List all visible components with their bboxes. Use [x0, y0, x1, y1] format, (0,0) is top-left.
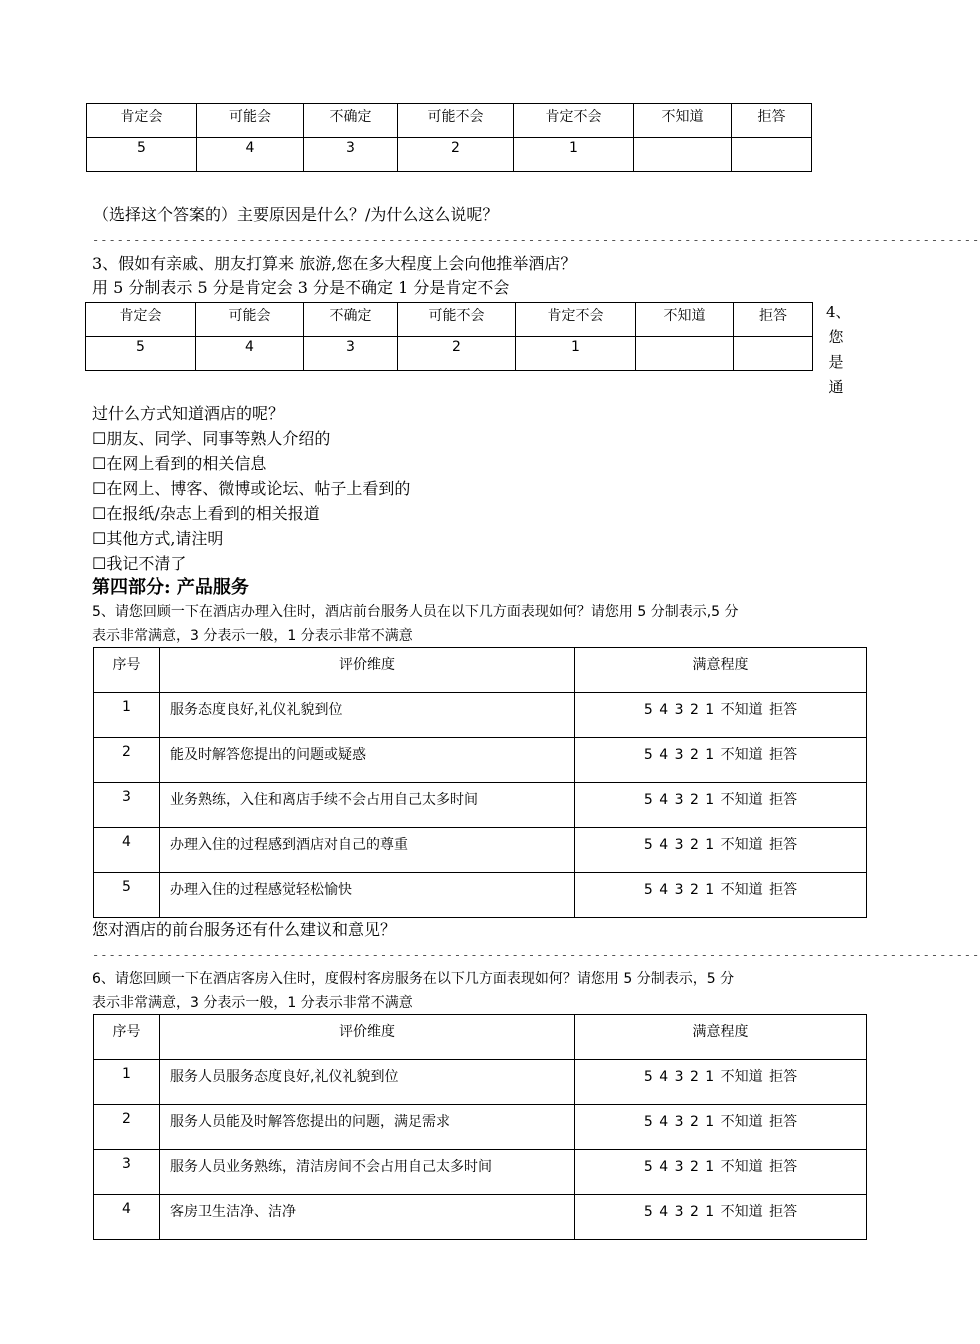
table-row	[94, 873, 867, 918]
q4-options-list	[92, 426, 410, 576]
q4-option-checkbox[interactable]: ☐在网上、博客、微博或论坛、帖子上看到的	[92, 479, 411, 498]
row-number: 3	[94, 1150, 160, 1195]
table-row	[94, 1060, 867, 1105]
scale-value-cell[interactable]: 4	[197, 138, 304, 172]
scale-value-cell[interactable]	[634, 138, 732, 172]
scale-header-row	[87, 104, 812, 138]
eval-header-row	[94, 648, 867, 693]
q4-option-checkbox[interactable]: ☐朋友、同学、同事等熟人介绍的	[92, 429, 331, 448]
scale-value-cell[interactable]	[734, 337, 813, 371]
q6-evaluation-table	[93, 1014, 867, 1240]
rating-options[interactable]: 5 4 3 2 1 不知道 拒答	[575, 873, 867, 918]
q5-intro-line1: 5、请您回顾一下在酒店办理入住时，酒店前台服务人员在以下几方面表现如何？请您用 5 分制表示,5 分	[92, 604, 739, 620]
row-dimension: 服务人员业务熟练，清洁房间不会占用自己太多时间	[160, 1150, 575, 1195]
section-heading: 第四部分: 产品服务	[92, 577, 249, 598]
q4-option-checkbox[interactable]: ☐我记不清了	[92, 554, 187, 573]
q4-side-char: 是	[828, 353, 844, 371]
row-number: 4	[94, 1195, 160, 1240]
row-dimension: 能及时解答您提出的问题或疑惑	[160, 738, 575, 783]
header-dimension: 评价维度	[160, 1015, 575, 1060]
q5-intro-line2: 表示非常满意，3 分表示一般，1 分表示非常不满意	[92, 628, 413, 644]
scale-header-row	[86, 303, 813, 337]
q5-followup: 您对酒店的前台服务还有什么建议和意见？	[92, 920, 397, 939]
table-row	[94, 828, 867, 873]
rating-options[interactable]: 5 4 3 2 1 不知道 拒答	[575, 1060, 867, 1105]
scale-header-cell: 可能会	[197, 104, 304, 138]
header-satisfaction: 满意程度	[575, 1015, 867, 1060]
header-no: 序号	[94, 1015, 160, 1060]
row-number: 2	[94, 738, 160, 783]
scale-header-cell: 拒答	[732, 104, 812, 138]
scale-header-cell: 肯定不会	[514, 104, 634, 138]
scale-value-cell[interactable]	[732, 138, 812, 172]
scale-value-cell[interactable]: 1	[516, 337, 636, 371]
row-dimension: 业务熟练，入住和离店手续不会占用自己太多时间	[160, 783, 575, 828]
rating-options[interactable]: 5 4 3 2 1 不知道 拒答	[575, 783, 867, 828]
row-number: 5	[94, 873, 160, 918]
scale-value-cell[interactable]: 4	[196, 337, 304, 371]
scale-value-cell[interactable]: 2	[398, 337, 516, 371]
q4-option-checkbox[interactable]: ☐在报纸/杂志上看到的相关报道	[92, 504, 320, 523]
answer-dash-line[interactable]: ------------------------------------------------------------------------------------------------------------	[92, 948, 980, 962]
scale-value-cell[interactable]: 3	[304, 138, 398, 172]
scale-header-cell: 肯定会	[87, 104, 197, 138]
row-number: 4	[94, 828, 160, 873]
rating-options[interactable]: 5 4 3 2 1 不知道 拒答	[575, 1105, 867, 1150]
table-row	[94, 693, 867, 738]
q6-intro-line1: 6、请您回顾一下在酒店客房入住时，度假村客房服务在以下几方面表现如何？请您用 5 分制表示，5 分	[92, 971, 735, 987]
header-dimension: 评价维度	[160, 648, 575, 693]
q3-question: 3、假如有亲戚、朋友打算来 旅游,您在多大程度上会向他推举酒店？	[92, 254, 577, 273]
scale-table-q2	[86, 103, 812, 172]
scale-header-cell: 不确定	[304, 303, 398, 337]
row-dimension: 服务态度良好,礼仪礼貌到位	[160, 693, 575, 738]
q3-scale-note: 用 5 分制表示 5 分是肯定会 3 分是不确定 1 分是肯定不会	[92, 278, 510, 297]
q6-intro-line2: 表示非常满意，3 分表示一般，1 分表示非常不满意	[92, 995, 413, 1011]
scale-value-cell[interactable]: 3	[304, 337, 398, 371]
rating-options[interactable]: 5 4 3 2 1 不知道 拒答	[575, 693, 867, 738]
q4-option-checkbox[interactable]: ☐在网上看到的相关信息	[92, 454, 267, 473]
q4-side-char: 通	[828, 378, 844, 396]
eval-header-row	[94, 1015, 867, 1060]
table-row	[94, 1195, 867, 1240]
row-number: 3	[94, 783, 160, 828]
scale-value-cell[interactable]: 5	[87, 138, 197, 172]
table-row	[94, 783, 867, 828]
rating-options[interactable]: 5 4 3 2 1 不知道 拒答	[575, 738, 867, 783]
q2-reason-prompt: （选择这个答案的）主要原因是什么？/为什么这么说呢？	[93, 205, 499, 224]
scale-header-cell: 肯定不会	[516, 303, 636, 337]
header-satisfaction: 满意程度	[575, 648, 867, 693]
row-dimension: 服务人员服务态度良好,礼仪礼貌到位	[160, 1060, 575, 1105]
answer-dash-line[interactable]: ------------------------------------------------------------------------------------------------------------	[92, 233, 980, 247]
table-row	[94, 1105, 867, 1150]
scale-table-q3	[85, 302, 813, 371]
scale-value-row	[86, 337, 813, 371]
table-row	[94, 1150, 867, 1195]
scale-header-cell: 不知道	[636, 303, 734, 337]
rating-options[interactable]: 5 4 3 2 1 不知道 拒答	[575, 1195, 867, 1240]
scale-value-row	[87, 138, 812, 172]
q4-side-char: 4、	[826, 303, 851, 321]
row-dimension: 服务人员能及时解答您提出的问题，满足需求	[160, 1105, 575, 1150]
scale-value-cell[interactable]: 2	[398, 138, 514, 172]
row-number: 2	[94, 1105, 160, 1150]
row-number: 1	[94, 693, 160, 738]
scale-value-cell[interactable]: 1	[514, 138, 634, 172]
table-row	[94, 738, 867, 783]
q4-number-vertical	[826, 300, 851, 400]
rating-options[interactable]: 5 4 3 2 1 不知道 拒答	[575, 1150, 867, 1195]
row-dimension: 办理入住的过程感到酒店对自己的尊重	[160, 828, 575, 873]
scale-value-cell[interactable]	[636, 337, 734, 371]
scale-header-cell: 不确定	[304, 104, 398, 138]
scale-header-cell: 肯定会	[86, 303, 196, 337]
row-number: 1	[94, 1060, 160, 1105]
row-dimension: 办理入住的过程感觉轻松愉快	[160, 873, 575, 918]
row-dimension: 客房卫生洁净、洁净	[160, 1195, 575, 1240]
scale-value-cell[interactable]: 5	[86, 337, 196, 371]
rating-options[interactable]: 5 4 3 2 1 不知道 拒答	[575, 828, 867, 873]
scale-header-cell: 不知道	[634, 104, 732, 138]
q4-option-checkbox[interactable]: ☐其他方式,请注明	[92, 529, 224, 548]
scale-header-cell: 可能不会	[398, 104, 514, 138]
q5-evaluation-table	[93, 647, 867, 918]
q4-question: 过什么方式知道酒店的呢？	[92, 404, 285, 423]
scale-header-cell: 拒答	[734, 303, 813, 337]
q4-side-char: 您	[828, 328, 844, 346]
header-no: 序号	[94, 648, 160, 693]
scale-header-cell: 可能不会	[398, 303, 516, 337]
scale-header-cell: 可能会	[196, 303, 304, 337]
